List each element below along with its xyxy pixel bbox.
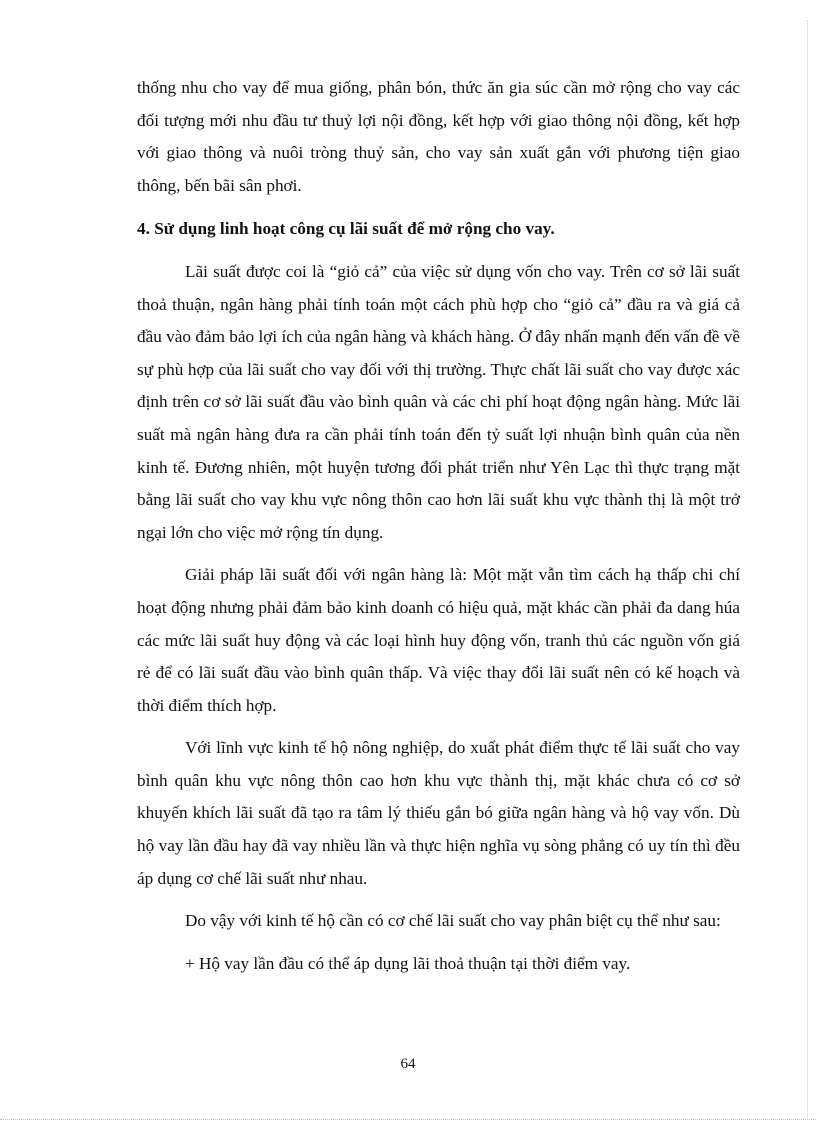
paragraph-agricultural-households: Với lĩnh vực kinh tế hộ nông nghiệp, do xuất phát điểm thực tế lãi suất cho vay bình quân khu vực nông thôn cao hơn khu vực thành thị, mặt khác chưa có cơ sở khuyến khích lãi suất đã tạo ra tâm lý thiếu gắn bó giữa ngân hàng và hộ vay vốn. Dù hộ vay lần đầu hay đã vay nhiều lần và thực hiện nghĩa vụ sòng phẳng có uy tín thì đều áp dụng cơ chế lãi suất như nhau. [137,738,740,888]
paragraph-bank-solution: Giải pháp lãi suất đối với ngân hàng là: Một mặt vẫn tìm cách hạ thấp chi chí hoạt động nhưng phải đảm bảo kinh doanh có hiệu quả, mặt khác cần phải đa dang húa các mức lãi suất huy động và các loại hình huy động vốn, tranh thủ các nguồn vốn giá rẻ để có lãi suất đầu vào bình quân thấp. Và việc thay đổi lãi suất nên có kế hoạch và thời điểm thích hợp. [137,565,740,715]
page-body [137,72,740,980]
paragraph-interest-rate-role: Lãi suất được coi là “giỏ cả” của việc sử dụng vốn cho vay. Trên cơ sở lãi suất thoả thuận, ngân hàng phải tính toán một cách phù hợp cho “giỏ cả” đầu ra và giá cả đầu vào đảm bảo lợi ích của ngân hàng và khách hàng. Ở đây nhấn mạnh đến vấn đề về sự phù hợp của lãi suất cho vay đối với thị trường. Thực chất lãi suất cho vay được xác định trên cơ sở lãi suất đầu vào bình quân và các chi phí hoạt động ngân hàng. Mức lãi suất mà ngân hàng đưa ra cần phải tính toán đến tỷ suất lợi nhuận bình quân của nền kinh tế. Đương nhiên, một huyện tương đối phát triển như Yên Lạc thì thực trạng mặt bằng lãi suất cho vay khu vực nông thôn cao hơn lãi suất khu vực thành thị là một trở ngại lớn cho việc mở rộng tín dụng. [137,261,740,542]
section-heading: 4. Sử dụng linh hoạt công cụ lãi suất để mở rộng cho vay. [137,219,555,239]
paragraph-first-time-borrowers: + Hộ vay lần đầu có thể áp dụng lãi thoả thuận tại thời điểm vay. [185,953,631,973]
right-dotted-rule [807,20,808,1120]
paragraph-differentiated-mechanism: Do vậy với kinh tế hộ cần có cơ chế lãi suất cho vay phân biệt cụ thể như sau: [185,911,721,931]
footer-dotted-rule [0,1119,816,1120]
paragraph-continuation: thống nhu cho vay để mua giống, phân bón, thức ăn gia súc cần mở rộng cho vay các đối tượng mới nhu đầu tư thuỷ lợi nội đồng, kết hợp với giao thông nội đồng, kết hợp với giao thông và nuôi tròng thuỷ sản, cho vay sản xuất gắn với phương tiện giao thông, bến bãi sân phơi. [137,78,740,195]
page-number: 64 [400,1056,416,1072]
